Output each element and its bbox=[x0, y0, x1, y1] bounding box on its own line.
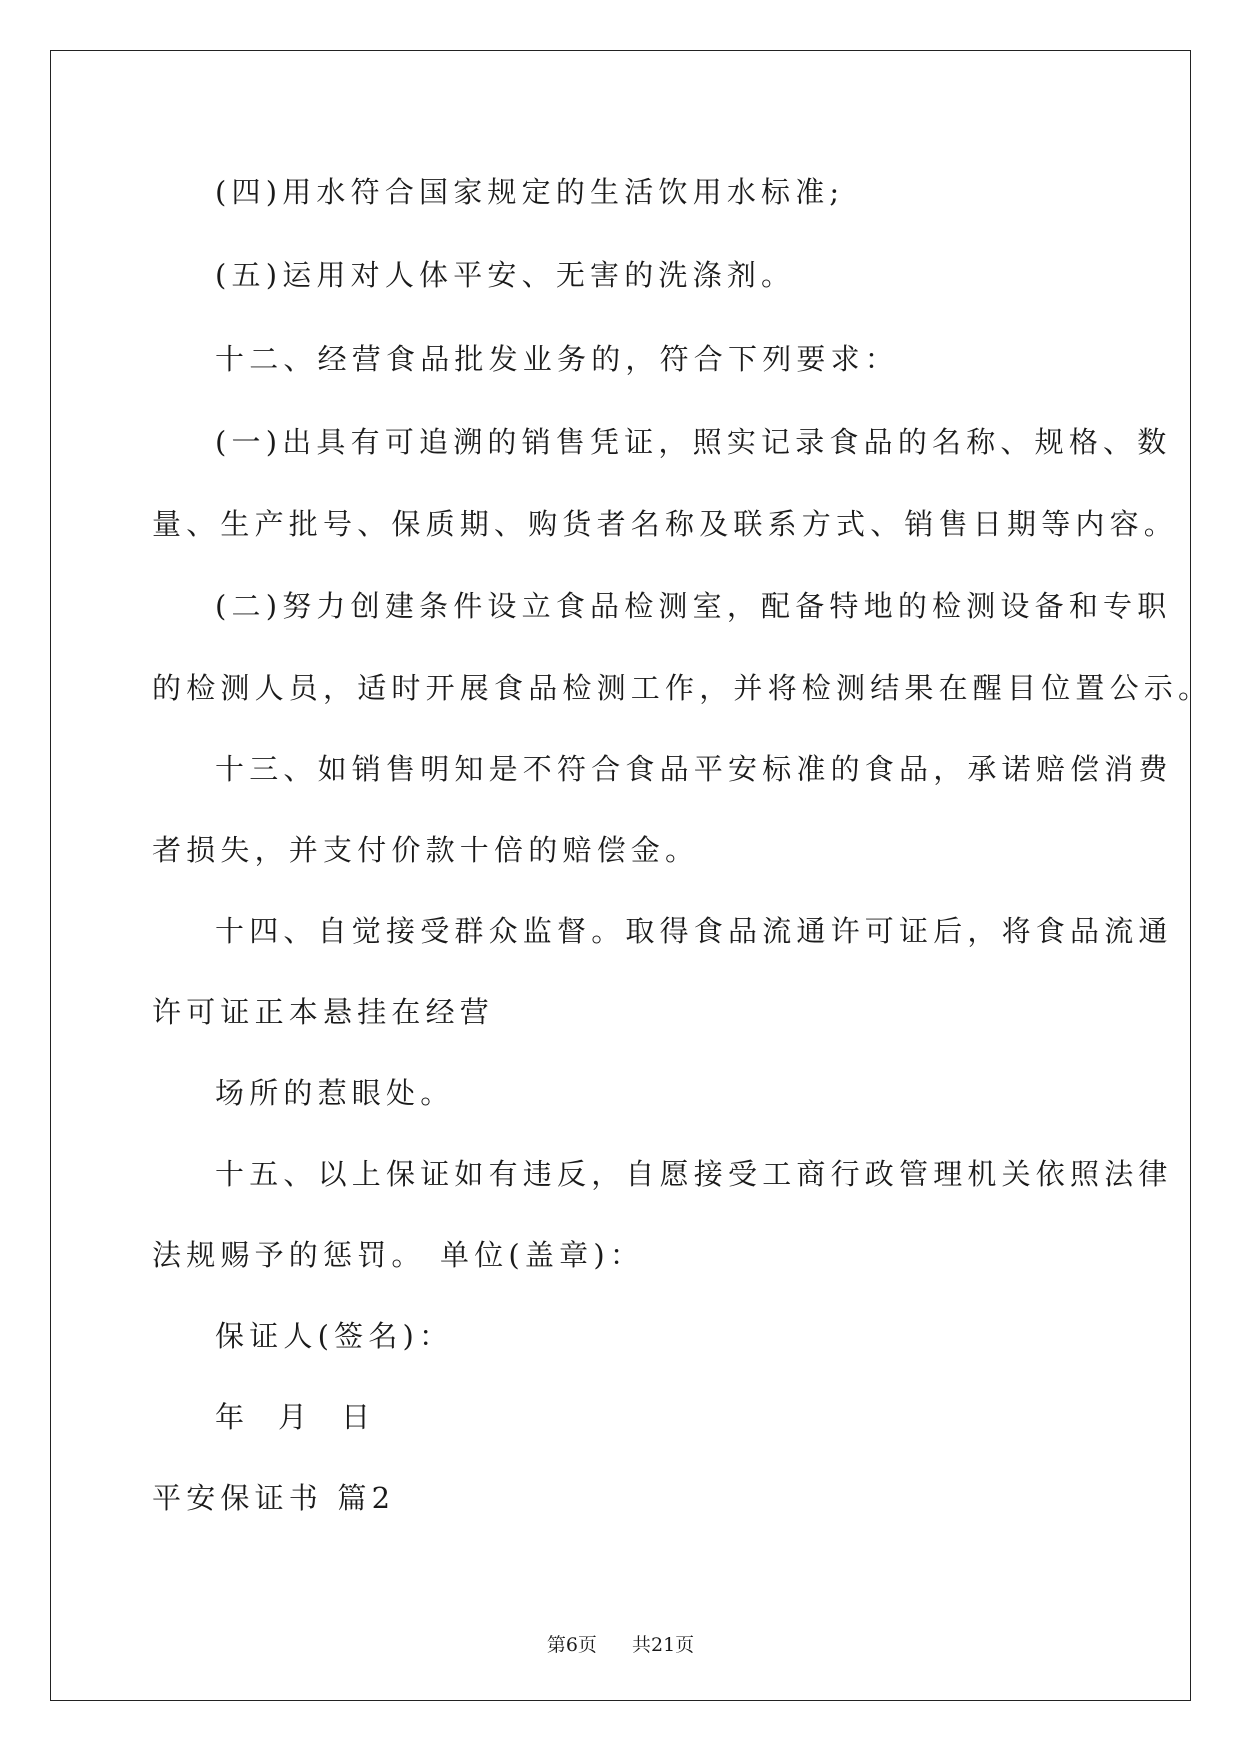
paragraph-line: 的检测人员，适时开展食品检测工作，并将检测结果在醒目位置公示。 bbox=[152, 671, 1213, 705]
paragraph-line: 十四、自觉接受群众监督。取得食品流通许可证后，将食品流通 bbox=[215, 914, 1173, 948]
signature-line: 保证人(签名)： bbox=[215, 1319, 454, 1353]
page-number: 第6页 bbox=[546, 1634, 597, 1656]
paragraph-line: 量、生产批号、保质期、购货者名称及联系方式、销售日期等内容。 bbox=[152, 507, 1179, 541]
paragraph-line: (五)运用对人体平安、无害的洗涤剂。 bbox=[215, 258, 796, 292]
paragraph-line: 法规赐予的惩罚。 单位(盖章)： bbox=[152, 1238, 645, 1272]
paragraph-line: 十三、如销售明知是不符合食品平安标准的食品，承诺赔偿消费 bbox=[215, 752, 1173, 786]
paragraph-line: 场所的惹眼处。 bbox=[215, 1076, 455, 1110]
paragraph-line: (一)出具有可追溯的销售凭证，照实记录食品的名称、规格、数 bbox=[215, 425, 1172, 459]
paragraph-line: 十五、以上保证如有违反，自愿接受工商行政管理机关依照法律 bbox=[215, 1157, 1173, 1191]
section-title: 平安保证书 篇2 bbox=[152, 1481, 396, 1515]
date-line: 年 月 日 bbox=[215, 1400, 376, 1434]
paragraph-line: 者损失，并支付价款十倍的赔偿金。 bbox=[152, 833, 700, 867]
page-total: 共21页 bbox=[632, 1634, 695, 1656]
paragraph-line: (四)用水符合国家规定的生活饮用水标准; bbox=[215, 175, 845, 209]
section-heading: 十二、经营食品批发业务的，符合下列要求： bbox=[215, 342, 900, 376]
paragraph-line: (二)努力创建条件设立食品检测室，配备特地的检测设备和专职 bbox=[215, 589, 1172, 623]
page-border bbox=[50, 50, 1191, 1701]
page-footer bbox=[0, 1633, 1241, 1657]
paragraph-line: 许可证正本悬挂在经营 bbox=[152, 995, 495, 1029]
